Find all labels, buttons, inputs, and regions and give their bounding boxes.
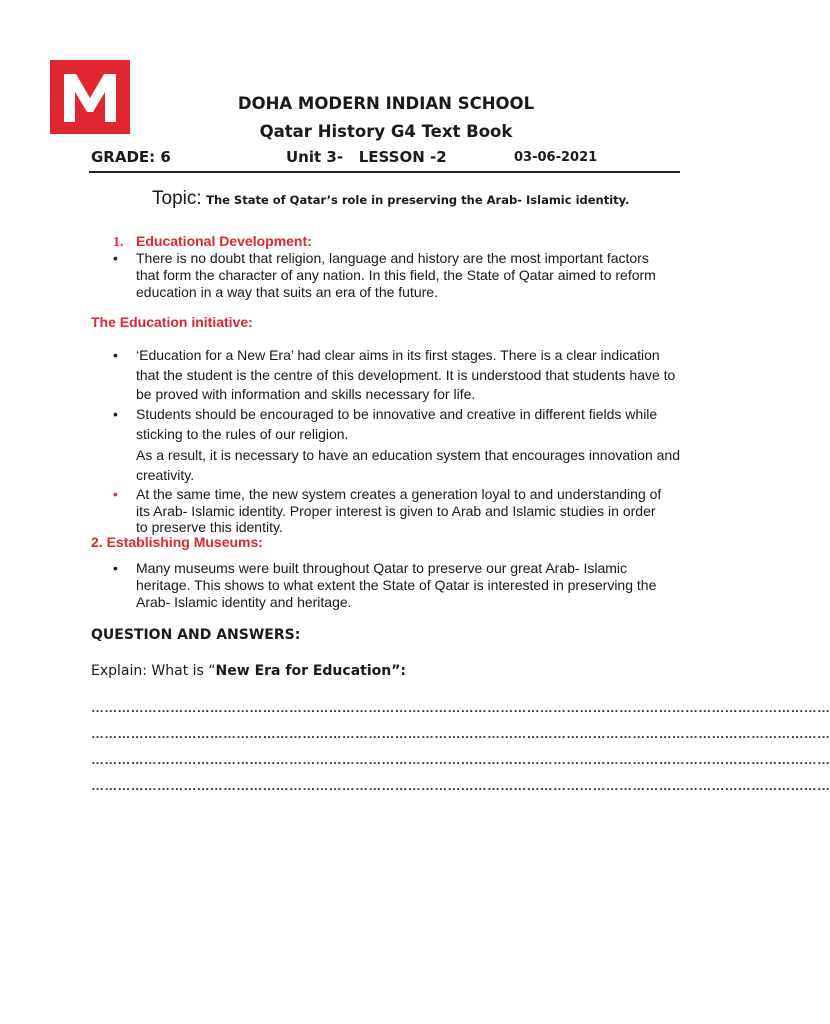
- bullet-icon: •: [113, 560, 118, 576]
- lesson-label: LESSON -2: [358, 148, 447, 166]
- list-item: [113, 560, 681, 611]
- school-name: DOHA MODERN INDIAN SCHOOL: [237, 94, 535, 113]
- section-title-education-initiative: The Education initiative:: [91, 314, 253, 330]
- topic-label: Topic:: [152, 188, 202, 209]
- answer-line[interactable]: ……………………………………………………………………………………………………………………………………………………: [91, 752, 830, 767]
- section-title-establishing-museums: 2. Establishing Museums:: [91, 534, 263, 550]
- question-term: New Era for Education”:: [215, 663, 407, 679]
- paragraph: As a result, it is necessary to have an education system that encourages innovation and creativity.: [136, 447, 680, 483]
- list-item-text: There is no doubt that religion, language and history are the most important factors that form the character of any nation. In this field, the State of Qatar aimed to reform education in a way that suits an era of the future.: [136, 250, 656, 300]
- bullet-icon: •: [113, 347, 118, 363]
- topic-heading: [152, 188, 629, 210]
- list-item: [113, 250, 656, 301]
- bullet-icon: •: [113, 250, 118, 266]
- list-item: [113, 486, 666, 536]
- answer-line[interactable]: ……………………………………………………………………………………………………………………………………………………: [91, 726, 830, 741]
- bullet-icon: •: [113, 406, 118, 422]
- list-item: [113, 405, 681, 444]
- book-title: Qatar History G4 Text Book: [259, 122, 513, 141]
- bullet-icon: •: [113, 486, 118, 502]
- list-item-text: At the same time, the new system creates a generation loyal to and understanding of its Arab- Islamic identity. Proper interest is given to Arab and Islamic studies in order to preserve this identity.: [136, 486, 662, 535]
- unit-label: Unit 3-: [286, 148, 344, 166]
- section-title-educational-development: Educational Development:: [136, 233, 312, 249]
- list-item-text: Many museums were built throughout Qatar to preserve our great Arab- Islamic heritage. This shows to what extent the State of Qatar is interested in preserving the Arab- Islamic identity and heritage.: [136, 560, 657, 610]
- grade-label: GRADE: 6: [91, 148, 171, 166]
- answer-line[interactable]: ……………………………………………………………………………………………………………………………………………………: [91, 700, 830, 715]
- question-text: [91, 663, 406, 679]
- topic-text: The State of Qatar’s role in preserving the Arab- Islamic identity.: [206, 193, 630, 207]
- qa-heading: QUESTION AND ANSWERS:: [91, 627, 301, 643]
- question-prefix: Explain: What is “: [91, 663, 216, 679]
- list-item-text: Students should be encouraged to be innovative and creative in different fields while sticking to the rules of our religion.: [136, 406, 658, 442]
- header-divider: [89, 171, 680, 173]
- list-item: [113, 346, 681, 405]
- unit-lesson: [286, 148, 447, 166]
- list-item-text: ‘Education for a New Era’ had clear aims in its first stages. There is a clear indication that the student is the centre of this development. It is understood that students have to be proved with information and skills necessary for life.: [136, 347, 676, 402]
- date-label: 03-06-2021: [514, 150, 598, 165]
- section-number: 1.: [113, 235, 124, 250]
- answer-line[interactable]: ……………………………………………………………………………………………………………………………………………………: [91, 778, 830, 793]
